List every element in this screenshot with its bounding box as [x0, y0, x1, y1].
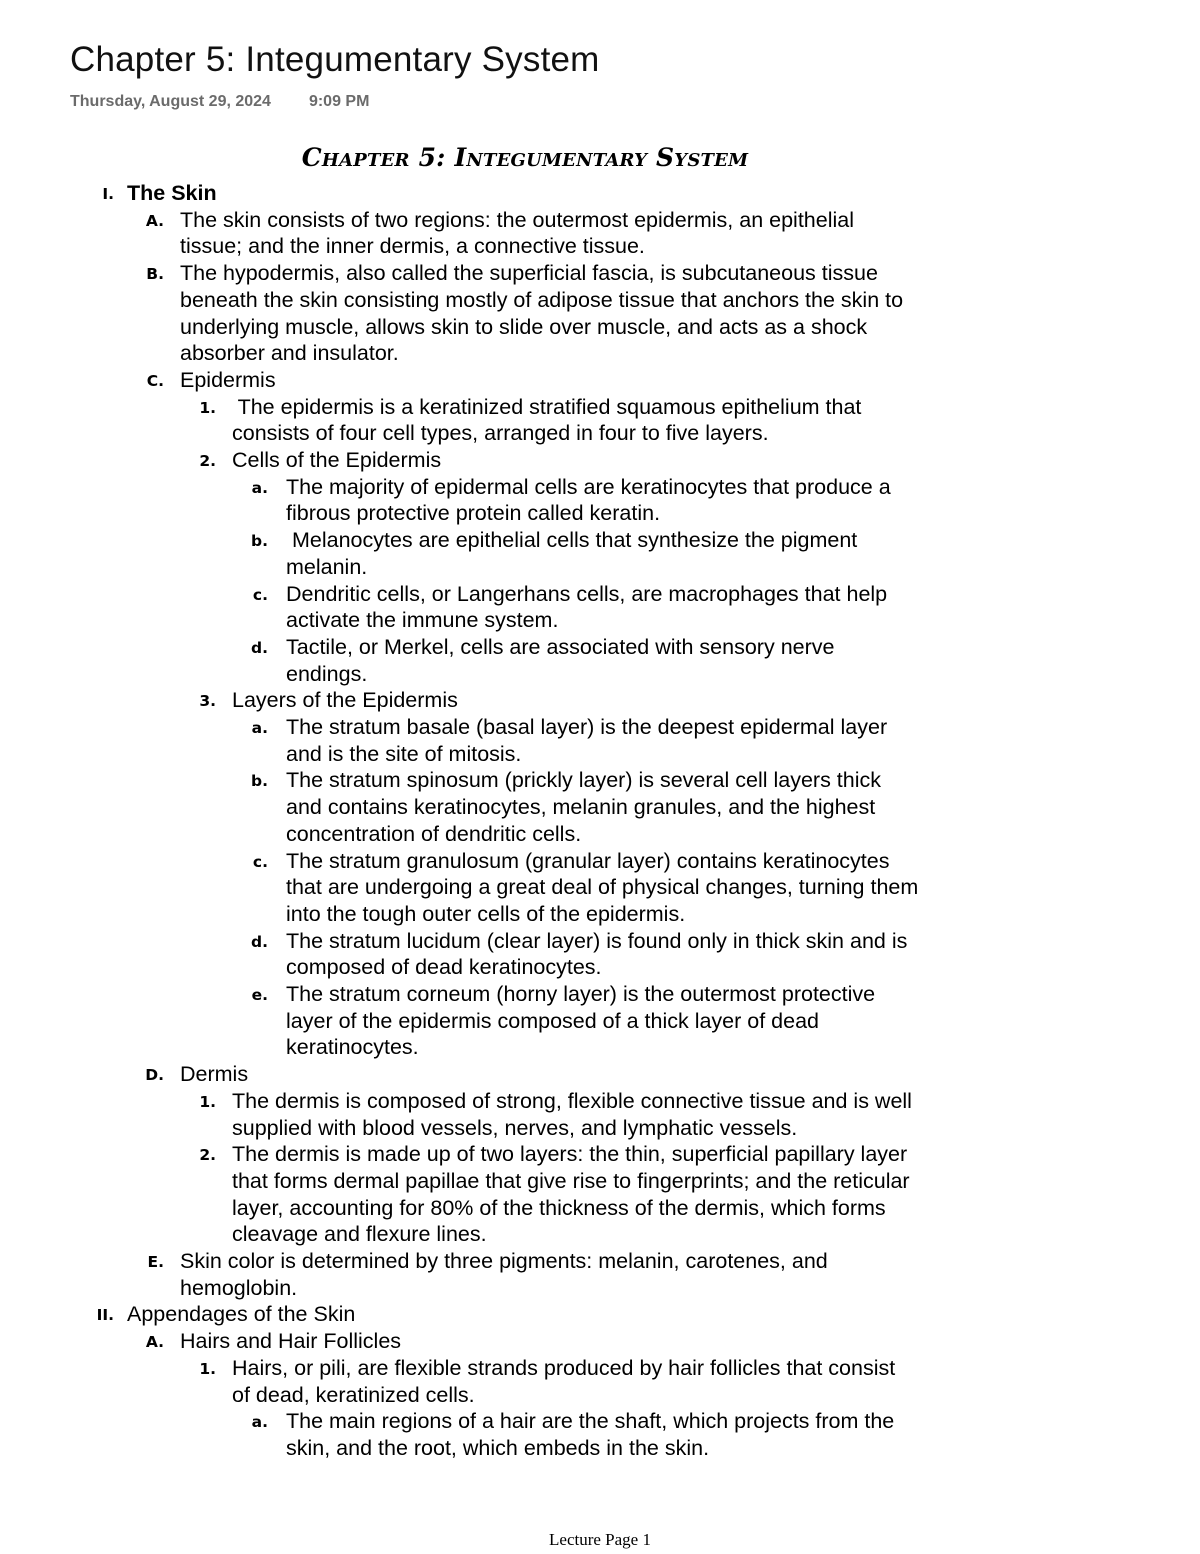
outline-line: The stratum corneum (horny layer) is the outermost protective [286, 982, 876, 1006]
outline-marker: e. [251, 986, 268, 1004]
outline-line: fibrous protective protein called keratin. [286, 501, 661, 526]
outline-text [232, 687, 992, 714]
outline-line: Hairs, or pili, are flexible strands produced by hair follicles that consist [232, 1355, 896, 1380]
outline-marker: A. [145, 211, 164, 230]
outline-line: supplied with blood vessels, nerves, and lymphatic vessels. [232, 1115, 798, 1140]
outline-line: and is the site of mitosis. [286, 741, 522, 766]
outline-line: The Skin [127, 181, 217, 205]
outline-text [286, 527, 986, 580]
outline-line: and contains keratinocytes, melanin granules, and the highest [286, 795, 876, 820]
outline-line: The skin consists of two regions: the outermost epidermis, an epithelial [180, 207, 854, 232]
outline-line: The stratum spinosum (prickly layer) is several cell layers thick [286, 768, 881, 793]
outline-line: The hypodermis, also called the superficial fascia, is subcutaneous tissue [180, 261, 878, 286]
outline-marker: 2. [199, 452, 216, 470]
outline-text [286, 581, 986, 634]
page-meta [70, 93, 369, 111]
outline-text [180, 207, 970, 260]
outline-line: Appendages of the Skin [127, 1302, 356, 1327]
outline-text [180, 367, 970, 394]
outline-line: that are undergoing a great deal of physical changes, turning them [286, 875, 919, 900]
outline-line: The dermis is composed of strong, flexible connective tissue and is well [232, 1088, 912, 1113]
outline-line: The dermis is made up of two layers: the thin, superficial papillary layer [232, 1142, 908, 1167]
document-heading: Chapter 5: Integumentary System [301, 143, 749, 172]
outline-line: Layers of the Epidermis [232, 688, 458, 713]
outline-line: The main regions of a hair are the shaft, which projects from the [286, 1409, 895, 1434]
outline-line: endings. [286, 661, 368, 686]
outline-marker: d. [251, 638, 268, 657]
outline-marker: 3. [199, 692, 216, 711]
outline-text [232, 1088, 992, 1141]
outline-marker: I. [102, 185, 114, 203]
outline-text [127, 1301, 1027, 1328]
outline-line: consists of four cell types, arranged in four to five layers. [232, 421, 769, 446]
outline-marker: D. [145, 1066, 164, 1085]
outline-marker: c. [252, 852, 268, 871]
outline-marker: b. [251, 772, 268, 791]
outline-text [286, 634, 986, 687]
outline-marker: B. [146, 265, 164, 284]
outline-line: Dermis [180, 1062, 249, 1087]
outline-text [286, 848, 986, 928]
outline-marker: d. [251, 932, 268, 951]
outline-line: hemoglobin. [180, 1275, 298, 1300]
outline-marker: II. [96, 1306, 114, 1325]
outline-line: melanin. [286, 554, 368, 579]
outline-line: layer of the epidermis composed of a thick layer of dead [286, 1008, 820, 1033]
outline-line: composed of dead keratinocytes. [286, 955, 602, 980]
outline-line: The stratum lucidum (clear layer) is found only in thick skin and is [286, 928, 908, 953]
outline-line: skin, and the root, which embeds in the skin. [286, 1435, 710, 1460]
outline-line: keratinocytes. [286, 1035, 419, 1060]
outline-line: of dead, keratinized cells. [232, 1382, 475, 1407]
outline-line: The majority of epidermal cells are keratinocytes that produce a [286, 474, 891, 499]
outline-line: Dendritic cells, or Langerhans cells, are macrophages that help [286, 581, 888, 606]
outline-marker: C. [146, 371, 164, 390]
outline-text [286, 767, 986, 847]
outline-line: The stratum basale (basal layer) is the deepest epidermal layer [286, 715, 888, 739]
outline-text [127, 180, 1027, 207]
outline-line: absorber and insulator. [180, 341, 399, 366]
outline-line: activate the immune system. [286, 608, 559, 633]
outline-text [180, 260, 970, 367]
outline-line: layer, accounting for 80% of the thickness of the dermis, which forms [232, 1195, 886, 1220]
outline-line: Hairs and Hair Follicles [180, 1329, 402, 1354]
outline-text [286, 981, 986, 1061]
outline-text [180, 1061, 970, 1088]
outline-marker: E. [147, 1253, 164, 1271]
outline-text [286, 928, 986, 981]
outline-text [232, 1355, 992, 1408]
outline-text [180, 1248, 970, 1301]
outline-line: Skin color is determined by three pigments: melanin, carotenes, and [180, 1249, 828, 1273]
page-time: 9:09 PM [308, 93, 370, 110]
outline-line: Cells of the Epidermis [232, 448, 442, 472]
outline-line: that forms dermal papillae that give rise to fingerprints; and the reticular [232, 1168, 910, 1193]
page-title: Chapter 5: Integumentary System [70, 40, 600, 79]
outline-line: The epidermis is a keratinized stratified squamous epithelium that [232, 394, 862, 419]
outline-marker: 1. [199, 398, 216, 417]
outline-line: tissue; and the inner dermis, a connective tissue. [180, 234, 645, 259]
outline-line: concentration of dendritic cells. [286, 821, 582, 846]
outline-line: Epidermis [180, 367, 276, 392]
outline-marker: a. [251, 719, 268, 737]
outline-line: The stratum granulosum (granular layer) contains keratinocytes [286, 848, 890, 873]
outline-text [232, 394, 992, 447]
outline-marker: a. [251, 1413, 268, 1432]
outline-marker: c. [252, 585, 268, 604]
page-footer: Lecture Page 1 [549, 1530, 651, 1549]
outline-line: into the tough outer cells of the epidermis. [286, 901, 686, 926]
outline-text [180, 1328, 970, 1355]
page-date: Thursday, August 29, 2024 [70, 93, 271, 110]
outline-marker: A. [145, 1333, 164, 1352]
outline-text [232, 1141, 992, 1248]
outline-marker: 1. [199, 1359, 216, 1378]
outline-line: Tactile, or Merkel, cells are associated with sensory nerve [286, 634, 835, 659]
outline-marker: 1. [199, 1092, 216, 1111]
outline-line: cleavage and flexure lines. [232, 1222, 487, 1247]
outline-line: underlying muscle, allows skin to slide over muscle, and acts as a shock [180, 314, 868, 339]
outline-text [232, 447, 992, 474]
outline-line: Melanocytes are epithelial cells that synthesize the pigment [286, 528, 858, 553]
outline-marker: 2. [199, 1146, 216, 1165]
outline-marker: b. [251, 532, 268, 551]
outline-marker: a. [251, 478, 268, 497]
outline-line: beneath the skin consisting mostly of adipose tissue that anchors the skin to [180, 287, 904, 312]
outline-text [286, 714, 986, 767]
outline-text [286, 474, 986, 527]
outline-text [286, 1408, 986, 1461]
